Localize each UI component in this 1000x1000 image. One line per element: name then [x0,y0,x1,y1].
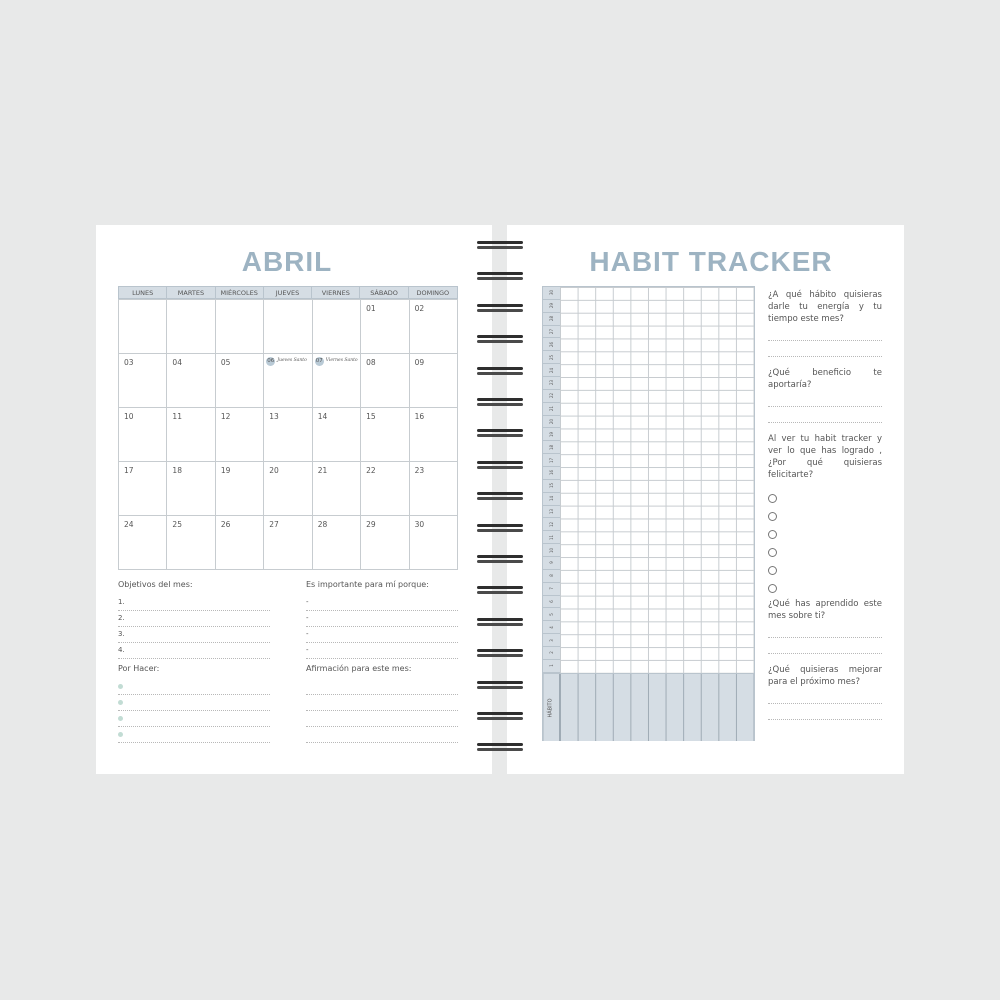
affirmation-line[interactable] [306,679,458,695]
todo-heading: Por Hacer: [118,664,160,673]
tracker-day-number: 5 [543,608,560,621]
weekday-label: JUEVES [264,287,312,299]
calendar-day-cell[interactable] [361,462,409,516]
bullet-icon [118,716,123,721]
tracker-day-number: 4 [543,621,560,634]
day-number: 23 [414,466,425,475]
question-habit-energy: ¿A qué hábito quisieras darle tu energía y tu tiempo este mes? [768,290,882,324]
todo-line[interactable] [118,679,270,695]
affirmation-section [306,664,458,743]
answer-line[interactable] [768,688,882,704]
calendar-day-cell[interactable] [119,354,167,408]
affirmation-line[interactable] [306,727,458,743]
calendar-day-cell[interactable] [264,300,312,354]
calendar-day-cell[interactable] [119,516,167,570]
calendar-day-cell[interactable] [313,408,361,462]
day-number-column [543,287,561,673]
checkbox-circle[interactable] [768,548,777,557]
bullet-icon [118,732,123,737]
goal-line[interactable]: 3. [118,627,270,643]
calendar-day-cell[interactable] [119,300,167,354]
tracker-day-number: 7 [543,583,560,596]
calendar-day-cell[interactable] [216,300,264,354]
bullet-icon [118,684,123,689]
day-number: 20 [269,466,279,475]
spiral-ring [476,460,524,470]
calendar-day-cell[interactable] [410,408,458,462]
question-congratulate: Al ver tu habit tracker y ver lo que has logrado , ¿Por qué quisieras felicitarte? [768,434,882,480]
day-number: 28 [317,520,328,529]
spiral-ring [476,366,524,376]
answer-line[interactable] [768,622,882,638]
holiday-label: Jueves Santo [277,358,307,363]
tracker-day-number: 21 [543,403,560,416]
calendar-day-cell[interactable] [264,354,312,408]
tracker-day-number: 25 [543,351,560,364]
day-number: 03 [124,358,134,367]
reflection-questions [768,289,882,720]
important-line[interactable]: - [306,627,458,643]
calendar-day-cell[interactable] [264,516,312,570]
day-number: 24 [124,520,134,529]
answer-line[interactable] [768,391,882,407]
day-number: 04 [172,358,182,367]
day-number: 25 [172,520,182,529]
tracker-day-number: 17 [543,454,560,467]
calendar-day-cell[interactable] [264,462,312,516]
day-number: 14 [317,412,328,421]
answer-line[interactable] [768,325,882,341]
tracker-day-number: 28 [543,313,560,326]
tracker-day-number: 15 [543,480,560,493]
weekday-label: MARTES [167,287,215,299]
tracker-day-number: 23 [543,377,560,390]
affirmation-line[interactable] [306,711,458,727]
tracker-day-number: 30 [543,287,560,300]
day-number: 01 [366,304,376,313]
important-line[interactable]: - [306,611,458,627]
spiral-ring [476,397,524,407]
weekday-label: DOMINGO [416,289,450,297]
tracker-day-number: 10 [543,544,560,557]
calendar-day-cell[interactable] [361,516,409,570]
day-number: 09 [414,358,425,367]
tracker-day-number: 19 [543,428,560,441]
goals-heading: Objetivos del mes: [118,580,193,589]
checkbox-circle[interactable] [768,584,777,593]
day-number: 10 [124,412,134,421]
affirmation-line[interactable] [306,695,458,711]
important-section [306,580,458,659]
spiral-ring [476,523,524,533]
spiral-ring [476,303,524,313]
tracker-day-number: 9 [543,557,560,570]
goal-line[interactable]: 1. [118,595,270,611]
tracker-day-number: 13 [543,506,560,519]
month-calendar [118,286,458,570]
calendar-day-cell[interactable] [313,354,361,408]
day-number: 16 [414,412,425,421]
day-number: 18 [172,466,182,475]
spiral-ring [476,742,524,752]
day-number: 30 [414,520,425,529]
spiral-ring [476,711,524,721]
weekday-label: VIERNES [312,287,360,299]
calendar-day-cell[interactable] [313,462,361,516]
affirmation-heading: Afirmación para este mes: [306,664,412,673]
calendar-day-cell[interactable] [119,408,167,462]
todo-line[interactable] [118,695,270,711]
checkbox-circle[interactable] [768,566,777,575]
calendar-grid [118,299,458,570]
spiral-ring [476,554,524,564]
calendar-day-cell[interactable] [361,300,409,354]
answer-line[interactable] [768,407,882,423]
day-number: 26 [220,520,231,529]
calendar-day-cell[interactable] [361,408,409,462]
calendar-day-cell[interactable] [361,354,409,408]
calendar-day-cell[interactable] [410,354,458,408]
answer-line[interactable] [768,341,882,357]
day-number: 06 [267,358,275,364]
day-number: 29 [366,520,376,529]
calendar-day-cell[interactable] [119,462,167,516]
calendar-day-cell[interactable] [410,462,458,516]
spiral-ring [476,271,524,281]
day-number: 13 [269,412,279,421]
day-number: 11 [172,412,182,421]
calendar-day-cell[interactable] [216,354,264,408]
tracker-day-number: 14 [543,493,560,506]
calendar-day-cell[interactable] [410,516,458,570]
todo-line[interactable] [118,711,270,727]
important-line[interactable]: - [306,595,458,611]
tracker-day-number: 6 [543,596,560,609]
calendar-day-cell[interactable] [167,462,215,516]
answer-line[interactable] [768,704,882,720]
goal-line[interactable]: 4. [118,643,270,659]
day-number: 08 [366,358,376,367]
calendar-day-cell[interactable] [313,516,361,570]
spiral-ring [476,334,524,344]
important-heading: Es importante para mí porque: [306,580,429,589]
day-number: 15 [366,412,376,421]
day-number: 22 [366,466,376,475]
day-number: 27 [269,520,279,529]
day-number: 12 [220,412,231,421]
question-learned: ¿Qué has aprendido este mes sobre ti? [768,599,882,621]
tracker-day-number: 1 [543,660,560,673]
weekday-label: LUNES [119,287,167,299]
weekday-label: SÁBADO [360,287,408,299]
checkbox-circle[interactable] [768,530,777,539]
tracker-day-number: 27 [543,326,560,339]
day-number: 19 [220,466,231,475]
calendar-day-cell[interactable] [167,408,215,462]
habit-tracker-grid [542,286,755,741]
month-title: ABRIL [241,246,333,277]
holiday-label: Viernes Santo [325,358,358,363]
calendar-day-cell[interactable] [216,516,264,570]
tracker-day-number: 20 [543,416,560,429]
calendar-day-cell[interactable] [410,300,458,354]
habit-check-grid[interactable] [560,287,754,673]
spiral-ring [476,491,524,501]
weekday-label: MIÉRCOLES [216,287,264,299]
answer-line[interactable] [768,638,882,654]
bullet-icon [118,700,123,705]
day-number: 05 [220,358,231,367]
calendar-day-cell[interactable] [313,300,361,354]
weekday-header [118,286,458,299]
checkbox-circle[interactable] [768,512,777,521]
spiral-ring [476,240,524,250]
tracker-day-number: 8 [543,570,560,583]
todo-line[interactable] [118,727,270,743]
calendar-day-cell[interactable] [264,408,312,462]
tracker-day-number: 22 [543,390,560,403]
calendar-day-cell[interactable] [167,516,215,570]
day-number: 02 [414,304,425,313]
calendar-day-cell[interactable] [167,300,215,354]
tracker-day-number: 18 [543,441,560,454]
important-line[interactable]: - [306,643,458,659]
spiral-ring [476,648,524,658]
habit-name-row[interactable] [543,673,754,741]
habit-label: HÁBITO [543,674,560,741]
question-improve: ¿Qué quisieras mejorar para el próximo mes? [768,665,882,687]
tracker-day-number: 11 [543,531,560,544]
tracker-day-number: 2 [543,647,560,660]
tracker-day-number: 26 [543,338,560,351]
tracker-day-number: 29 [543,300,560,313]
checkbox-circle[interactable] [768,494,777,503]
goals-section [118,580,270,659]
calendar-day-cell[interactable] [216,408,264,462]
day-number: 07 [315,358,323,364]
tracker-day-number: 16 [543,467,560,480]
tracker-day-number: 12 [543,518,560,531]
spiral-ring [476,585,524,595]
habit-tracker-title: HABIT TRACKER [589,246,833,277]
tracker-day-number: 3 [543,634,560,647]
spiral-binding [476,240,524,760]
day-number: 21 [317,466,328,475]
day-number: 17 [124,466,134,475]
todo-section [118,664,270,743]
calendar-day-cell[interactable] [216,462,264,516]
calendar-day-cell[interactable] [167,354,215,408]
spiral-ring [476,617,524,627]
spiral-ring [476,680,524,690]
tracker-day-number: 24 [543,364,560,377]
question-benefit: ¿Qué beneficio te aportaría? [768,368,882,390]
goal-line[interactable]: 2. [118,611,270,627]
spiral-ring [476,428,524,438]
